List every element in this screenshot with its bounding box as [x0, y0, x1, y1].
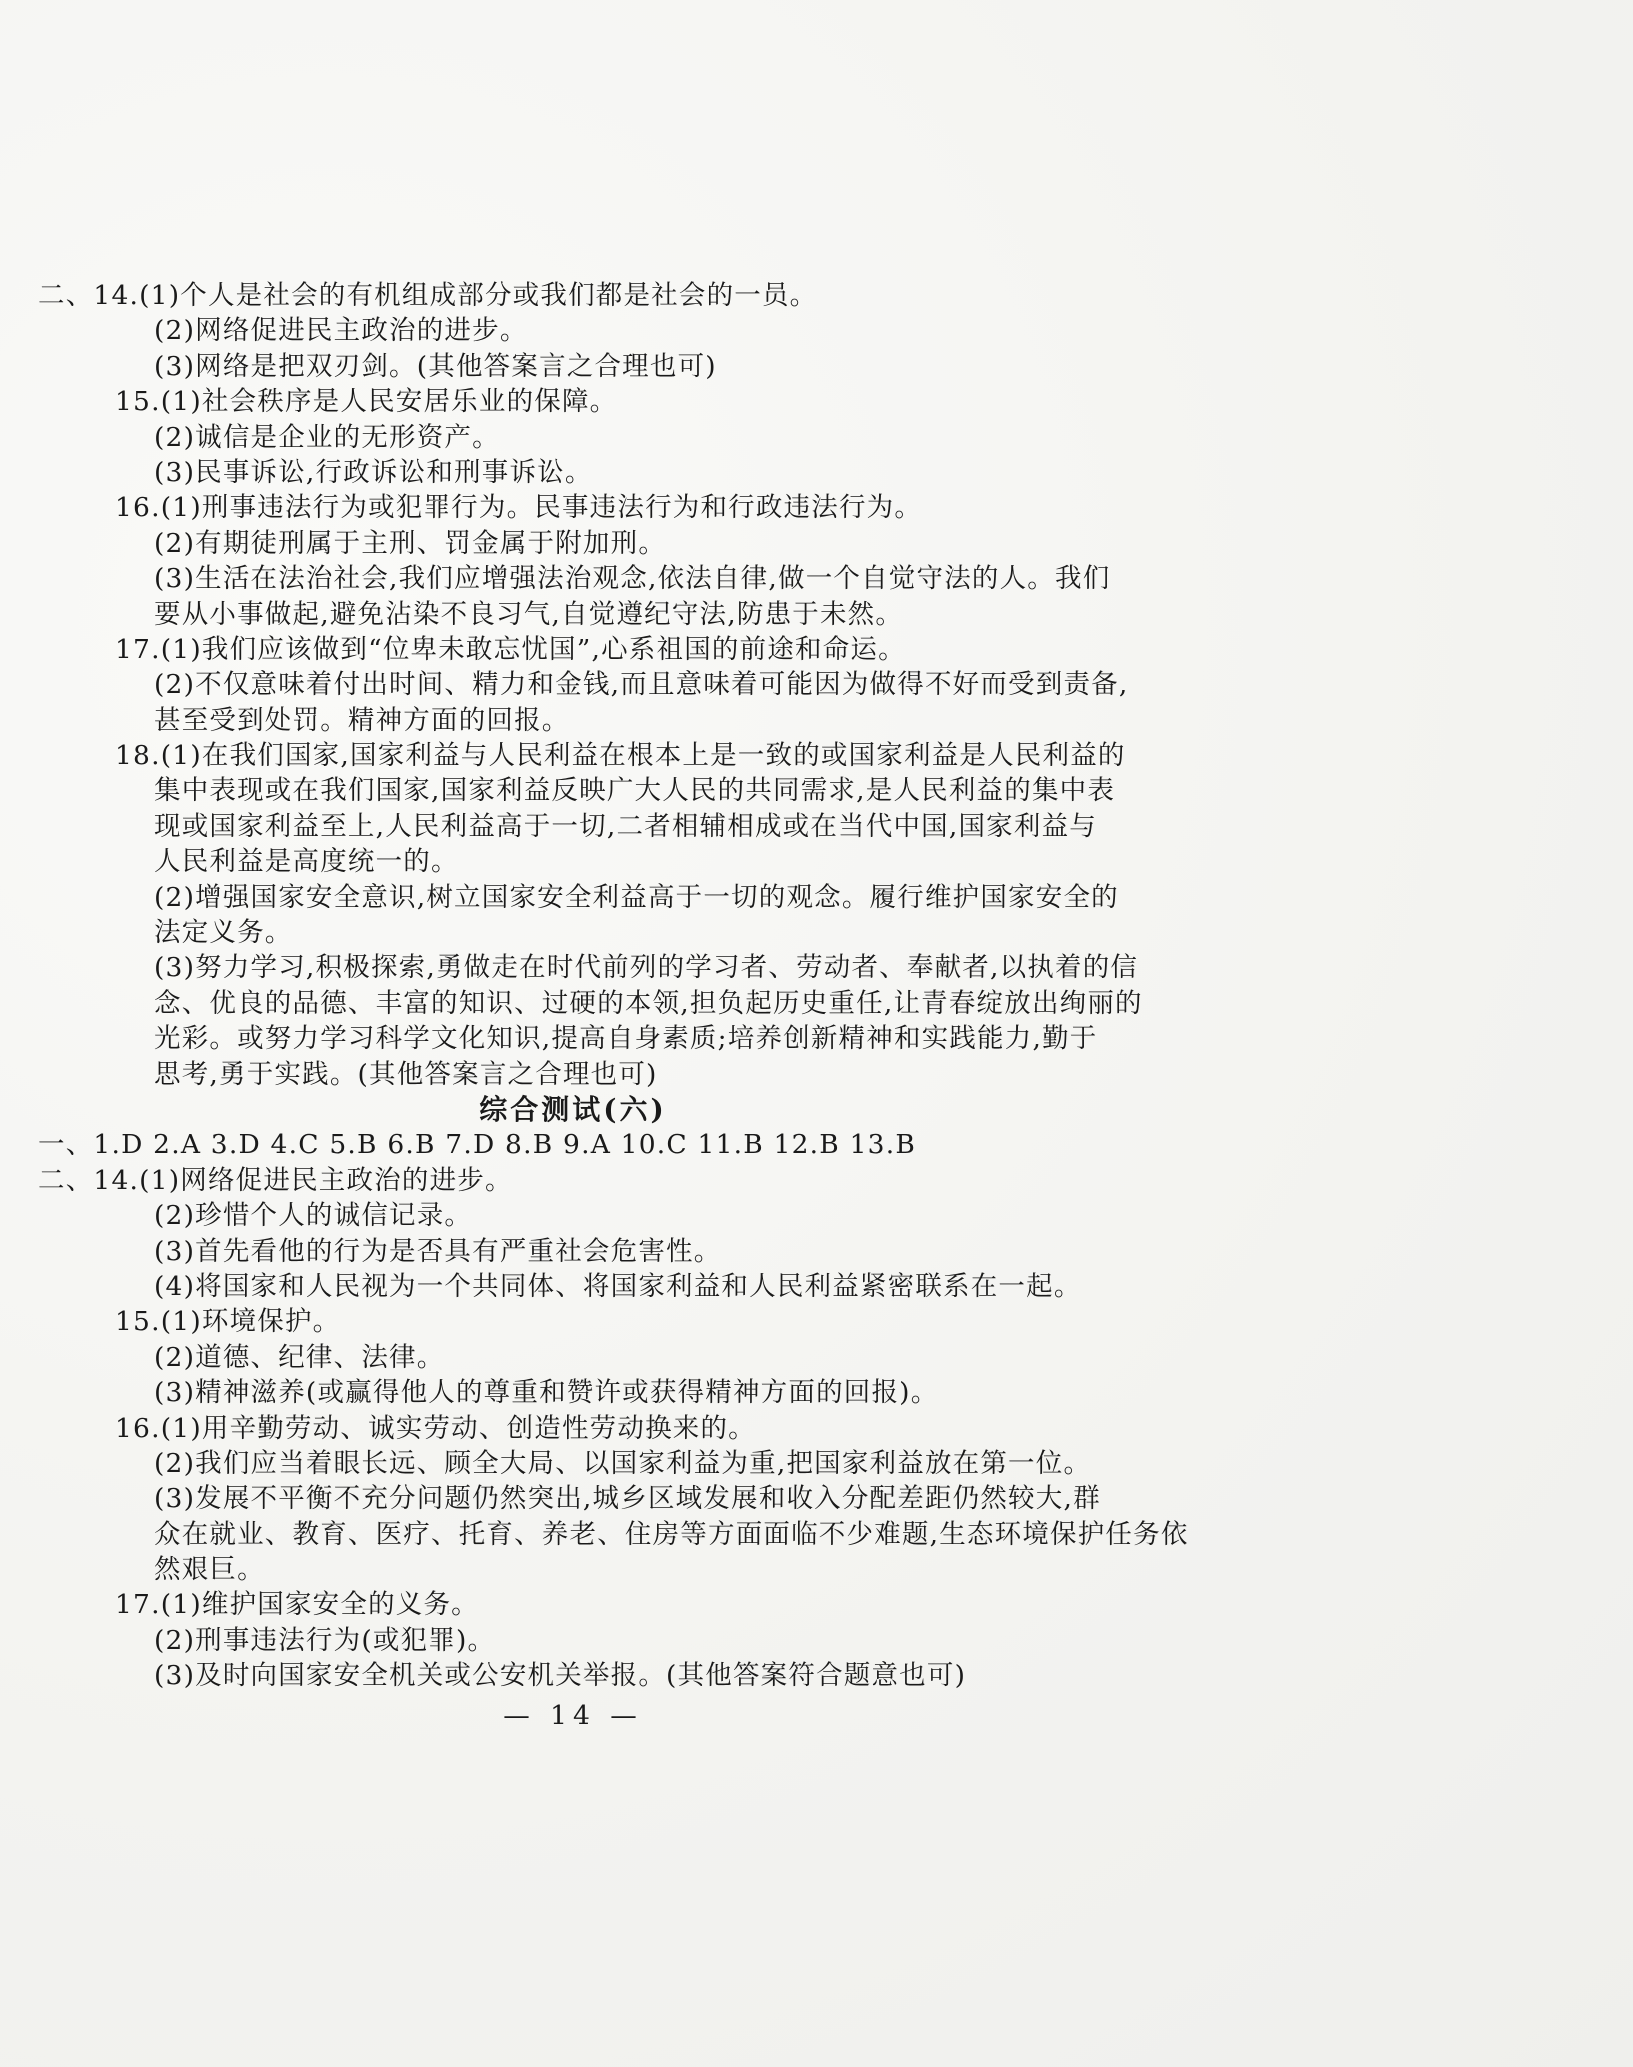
choice-answers: 一、1.D 2.A 3.D 4.C 5.B 6.B 7.D 8.B 9.A 10.C 11.B 12.B 13.B	[38, 1129, 917, 1161]
text-line: (3)发展不平衡不充分问题仍然突出,城乡区域发展和收入分配差距仍然较大,群	[154, 1483, 1101, 1515]
text-line: (3)首先看他的行为是否具有严重社会危害性。	[154, 1235, 722, 1267]
text-line: 然艰巨。	[154, 1554, 265, 1586]
text-line: (3)生活在法治社会,我们应增强法治观念,依法自律,做一个自觉守法的人。我们	[154, 563, 1111, 595]
text-line: 要从小事做起,避免沾染不良习气,自觉遵纪守法,防患于未然。	[154, 598, 904, 630]
text-line: (3)精神滋养(或赢得他人的尊重和赞许或获得精神方面的回报)。	[154, 1377, 939, 1409]
text-line: (4)将国家和人民视为一个共同体、将国家利益和人民利益紧密联系在一起。	[154, 1270, 1082, 1302]
text-line: (2)诚信是企业的无形资产。	[154, 421, 500, 453]
text-line: 15.(1)环境保护。	[115, 1306, 341, 1338]
text-line: (2)增强国家安全意识,树立国家安全利益高于一切的观念。履行维护国家安全的	[154, 881, 1119, 913]
section-title: 综合测试(六)	[479, 1092, 667, 1126]
text-line: 人民利益是高度统一的。	[154, 846, 459, 878]
text-line: 16.(1)刑事违法行为或犯罪行为。民事违法行为和行政违法行为。	[115, 492, 923, 524]
text-line: 18.(1)在我们国家,国家利益与人民利益在根本上是一致的或国家利益是人民利益的	[115, 740, 1126, 772]
text-line: (3)努力学习,积极探索,勇做走在时代前列的学习者、劳动者、奉献者,以执着的信	[154, 952, 1139, 984]
text-line: 16.(1)用辛勤劳动、诚实劳动、创造性劳动换来的。	[115, 1412, 756, 1444]
text-line: 15.(1)社会秩序是人民安居乐业的保障。	[115, 386, 618, 418]
text-line: (2)我们应当着眼长远、顾全大局、以国家利益为重,把国家利益放在第一位。	[154, 1447, 1092, 1479]
text-line: 现或国家利益至上,人民利益高于一切,二者相辅相成或在当代中国,国家利益与	[154, 810, 1097, 842]
text-line: (3)网络是把双刃剑。(其他答案言之合理也可)	[154, 350, 717, 382]
text-line: (2)有期徒刑属于主刑、罚金属于附加刑。	[154, 527, 667, 559]
text-line: 思考,勇于实践。(其他答案言之合理也可)	[154, 1058, 658, 1090]
text-line: 二、14.(1)个人是社会的有机组成部分或我们都是社会的一员。	[38, 280, 818, 311]
text-line: (2)道德、纪律、法律。	[154, 1341, 445, 1373]
text-line: 甚至受到处罚。精神方面的回报。	[154, 704, 570, 736]
text-line: 17.(1)我们应该做到“位卑未敢忘忧国”,心系祖国的前途和命运。	[115, 633, 906, 665]
text-line: 念、优良的品德、丰富的知识、过硬的本领,担负起历史重任,让青春绽放出绚丽的	[154, 987, 1143, 1019]
text-line: 众在就业、教育、医疗、托育、养老、住房等方面面临不少难题,生态环境保护任务依	[154, 1518, 1189, 1550]
text-line: (3)及时向国家安全机关或公安机关举报。(其他答案符合题意也可)	[154, 1660, 967, 1692]
answer-key-content	[38, 278, 1189, 1733]
text-line: 法定义务。	[154, 917, 293, 949]
text-line: 集中表现或在我们国家,国家利益反映广大人民的共同需求,是人民利益的集中表	[154, 775, 1116, 807]
text-line: 二、14.(1)网络促进民主政治的进步。	[38, 1164, 513, 1196]
text-line: (3)民事诉讼,行政诉讼和刑事诉讼。	[154, 456, 593, 488]
text-line: 光彩。或努力学习科学文化知识,提高自身素质;培养创新精神和实践能力,勤于	[154, 1023, 1098, 1055]
text-line: (2)刑事违法行为(或犯罪)。	[154, 1624, 496, 1656]
text-line: 17.(1)维护国家安全的义务。	[115, 1589, 479, 1621]
page-number: — 14 —	[503, 1699, 643, 1731]
text-line: (2)珍惜个人的诚信记录。	[154, 1200, 473, 1232]
text-line: (2)网络促进民主政治的进步。	[154, 315, 528, 347]
text-line: (2)不仅意味着付出时间、精力和金钱,而且意味着可能因为做得不好而受到责备,	[154, 669, 1129, 701]
